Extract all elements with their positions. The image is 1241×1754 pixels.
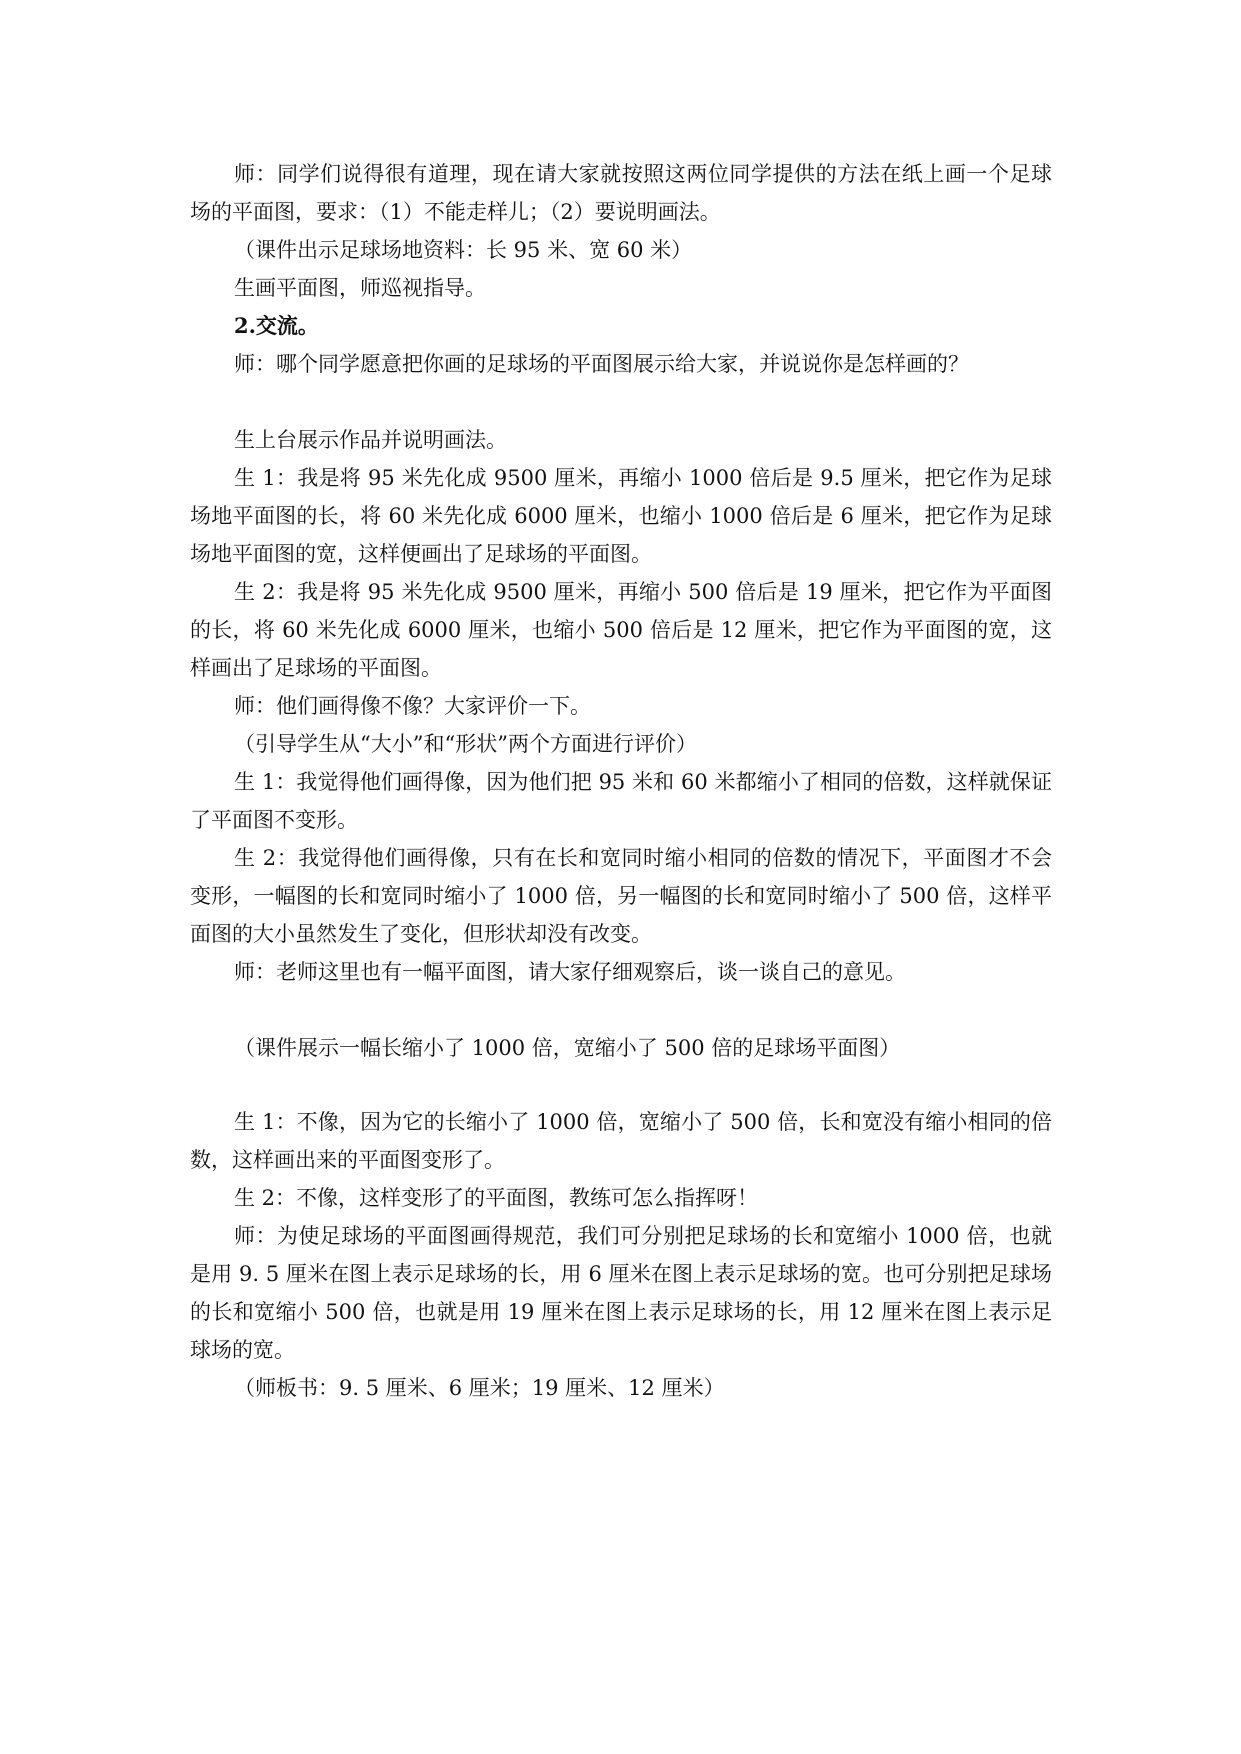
paragraph-student1-not-alike: 生 1：不像，因为它的长缩小了 1000 倍，宽缩小了 500 倍，长和宽没有缩小相同的倍数，这样画出来的平面图变形了。 (190, 1110, 1052, 1172)
paragraph-teacher-question: 师：哪个同学愿意把你画的足球场的平面图展示给大家，并说说你是怎样画的？ (234, 352, 969, 376)
section-heading-exchange: 2.交流。 (234, 313, 319, 338)
paragraph-student2-method: 生 2：我是将 95 米先化成 9500 厘米，再缩小 500 倍后是 19 厘米，把它作为平面图的长，将 60 米先化成 6000 厘米，也缩小 500 倍后是 12 厘米，把它作为平面图的宽，这样画出了足球场的平面图。 (190, 580, 1052, 680)
paragraph-teacher-evaluate: 师：他们画得像不像？大家评价一下。 (234, 694, 591, 718)
paragraph-student1-opinion: 生 1：我觉得他们画得像，因为他们把 95 米和 60 米都缩小了相同的倍数，这样就保证了平面图不变形。 (190, 770, 1052, 832)
paragraph-courseware-data: （课件出示足球场地资料：长 95 米、宽 60 米） (234, 238, 693, 262)
paragraph-teacher-instruction: 师：同学们说得很有道理，现在请大家就按照这两位同学提供的方法在纸上画一个足球场的平面图，要求：（1）不能走样儿；（2）要说明画法。 (190, 162, 1052, 224)
paragraph-teacher-summary: 师：为使足球场的平面图画得规范，我们可分别把足球场的长和宽缩小 1000 倍，也就是用 9. 5 厘米在图上表示足球场的长，用 6 厘米在图上表示足球场的宽。也可分别把足球场的长和宽缩小 500 倍，也就是用 19 厘米在图上表示足球场的长，用 12 厘米在图上表示足球场的宽。 (190, 1224, 1052, 1362)
paragraph-student2-opinion: 生 2：我觉得他们画得像，只有在长和宽同时缩小相同的倍数的情况下，平面图才不会变形，一幅图的长和宽同时缩小了 1000 倍，另一幅图的长和宽同时缩小了 500 倍，这样平面图的大小虽然发生了变化，但形状却没有改变。 (190, 846, 1052, 946)
document-page (190, 155, 1052, 1407)
paragraph-blackboard-note: （师板书：9. 5 厘米、6 厘米；19 厘米、12 厘米） (234, 1376, 725, 1400)
paragraph-student2-not-alike: 生 2：不像，这样变形了的平面图，教练可怎么指挥呀！ (234, 1186, 759, 1210)
paragraph-student1-method: 生 1：我是将 95 米先化成 9500 厘米，再缩小 1000 倍后是 9.5 厘米，把它作为足球场地平面图的长，将 60 米先化成 6000 厘米，也缩小 1000 倍后是 6 厘米，把它作为足球场地平面图的宽，这样便画出了足球场的平面图。 (190, 466, 1052, 566)
paragraph-students-present: 生上台展示作品并说明画法。 (234, 428, 507, 452)
paragraph-students-draw: 生画平面图，师巡视指导。 (234, 276, 486, 300)
paragraph-guide-note: （引导学生从“大小”和“形状”两个方面进行评价） (234, 732, 697, 756)
paragraph-courseware-distorted: （课件展示一幅长缩小了 1000 倍，宽缩小了 500 倍的足球场平面图） (234, 1036, 901, 1060)
paragraph-teacher-another-map: 师：老师这里也有一幅平面图，请大家仔细观察后，谈一谈自己的意见。 (234, 960, 906, 984)
